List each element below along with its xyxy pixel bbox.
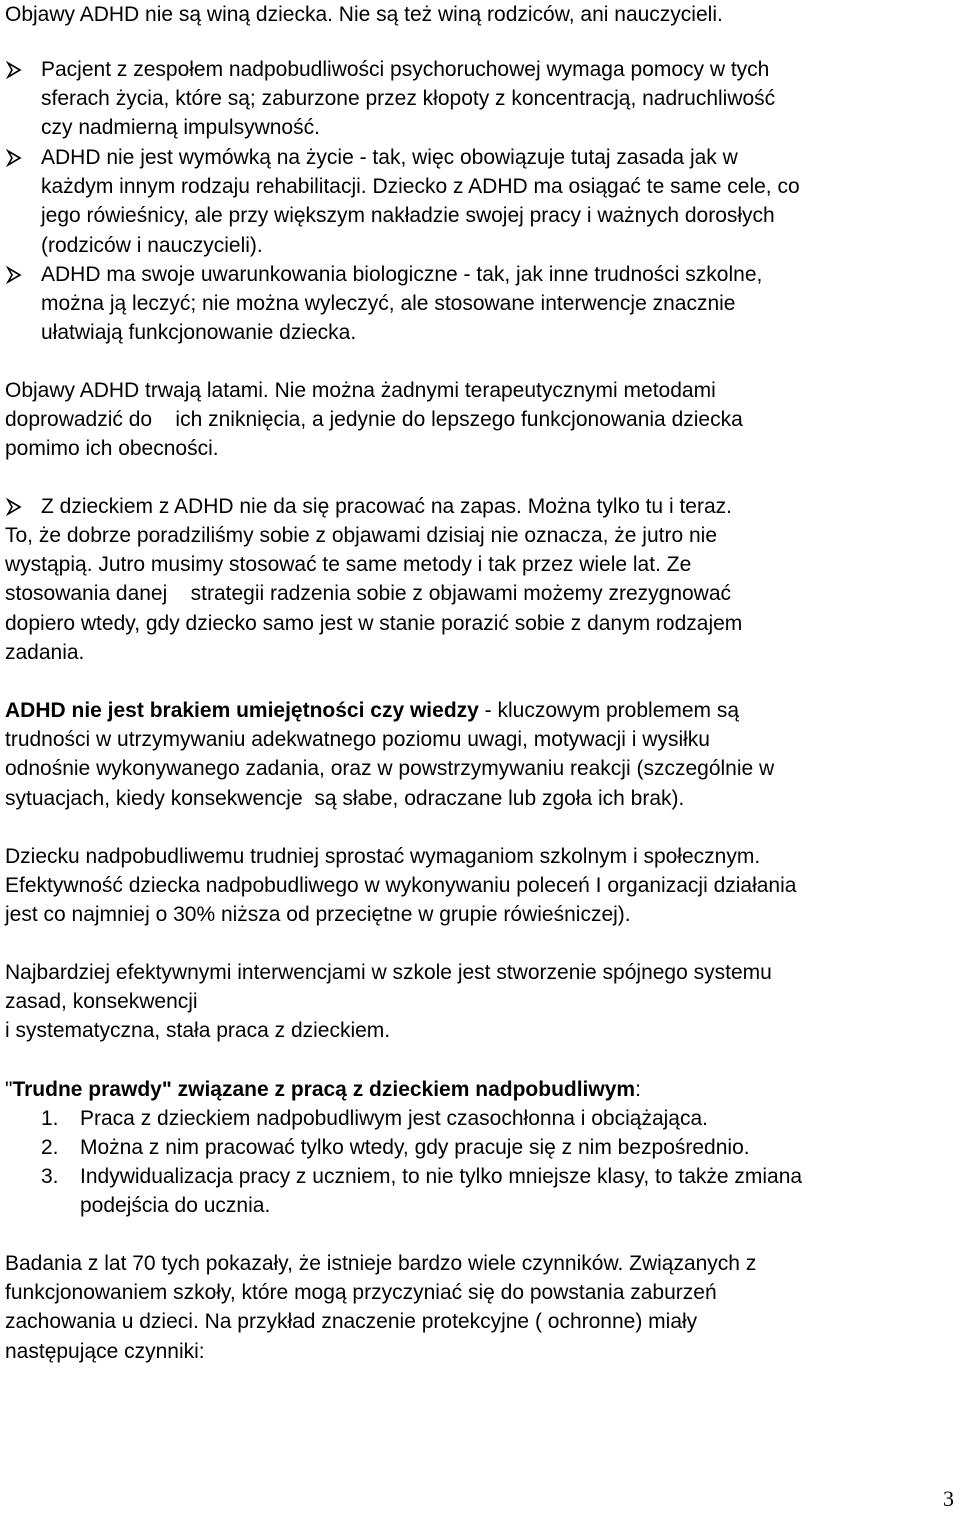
text-span: - kluczowym problemem są [478,699,740,722]
arrowhead-bullet-icon [5,143,29,172]
text-line: dopiero wtedy, gdy dziecko samo jest w stanie porazić sobie z danym rodzajem [5,611,743,635]
text-line: doprowadzić do ich zniknięcia, a jedynie do lepszego funkcjonowania dziecka [5,408,743,432]
bullet-line: jego rówieśnicy, ale przy większym nakładzie swojej pracy i ważnych dorosłych [41,204,775,228]
bullet-line: (rodziców i nauczycieli). [41,233,263,257]
text-line [5,696,960,725]
text-line: i systematyczna, stała praca z dzieckiem. [5,1019,391,1043]
text-line: zachowania u dzieci. Na przykład znaczenie protekcyjne ( ochronne) miały [5,1310,698,1334]
research-paragraph [5,1249,960,1366]
school-demands-paragraph [5,842,960,930]
text-line: trudności w utrzymywaniu adekwatnego poziomu uwagi, motywacji i wysiłku [5,728,710,752]
text-line: Najbardziej efektywnymi interwencjami w szkole jest stworzenie spójnego systemu [5,961,772,984]
arrowhead-bullet-icon [5,260,29,289]
page-number: 3 [943,1485,954,1511]
text-line: zadania. [5,640,85,664]
item-line: Praca z dzieckiem nadpobudliwym jest czasochłonna i obciążająca. [80,1107,708,1130]
bullet-line: ułatwiają funkcjonowanie dziecka. [41,321,357,345]
colon: : [635,1078,641,1101]
text-line: Objawy ADHD trwają latami. Nie można żadnymi terapeutycznymi metodami [5,379,716,402]
item-line: Można z nim pracować tylko wtedy, gdy pracuje się z nim bezpośrednio. [80,1136,750,1159]
bullet-line: można ją leczyć; nie można wyleczyć, ale stosowane interwencje znacznie [41,292,736,316]
text-line: sytuacjach, kiedy konsekwencje są słabe, odraczane lub zgoła ich brak). [5,786,685,810]
bullet-line: Z dzieckiem z ADHD nie da się pracować na zapas. Można tylko tu i teraz. [41,495,732,518]
arrowhead-bullet-icon [5,55,29,84]
text-line: pomimo ich obecności. [5,437,219,461]
bold-heading: Trudne prawdy" związane z pracą z dzieckiem nadpobudliwym [12,1078,636,1101]
bold-phrase: ADHD nie jest brakiem umiejętności czy wiedzy [5,699,479,722]
bullet-item [5,492,960,521]
item-number: 2. [41,1136,59,1159]
text-line: jest co najmniej o 30% niższa od przeciętne w grupie rówieśniczej). [5,903,631,927]
text-line: Efektywność dziecka nadpobudliwego w wykonywaniu poleceń I organizacji działania [5,874,797,898]
text-line: stosowania danej strategii radzenia sobie z objawami możemy zrezygnować [5,582,732,606]
numbered-item [5,1104,960,1133]
item-number: 3. [41,1165,59,1188]
item-line: podejścia do ucznia. [80,1194,271,1218]
item-line: Indywidualizacja pracy z uczniem, to nie tylko mniejsze klasy, to także zmiana [80,1165,803,1188]
text-line: zasad, konsekwencji [5,990,198,1014]
arrowhead-bullet-icon [5,492,29,521]
text-line: następujące czynniki: [5,1339,205,1363]
bullet-line: ADHD nie jest wymówką na życie - tak, więc obowiązuje tutaj zasada jak w [41,146,738,169]
bullet-line: Pacjent z zespołem nadpobudliwości psychoruchowej wymaga pomocy w tych [41,58,770,81]
truths-heading [5,1075,960,1104]
bullet-item [5,143,960,260]
interventions-paragraph [5,958,960,1046]
numbered-item [5,1133,960,1162]
bullet-line: czy nadmierną impulsywność. [41,116,320,140]
text-line: wystąpią. Jutro musimy stosować te same metody i tak przez wiele lat. Ze [5,553,692,577]
bullet-line: ADHD ma swoje uwarunkowania biologiczne - tak, jak inne trudności szkolne, [41,263,763,286]
bullet-line: każdym innym rodzaju rehabilitacji. Dziecko z ADHD ma osiągać te same cele, co [41,175,800,199]
bullet-item [5,260,960,348]
text-line: funkcjonowaniem szkoły, które mogą przyczyniać się do powstania zaburzeń [5,1281,717,1305]
adhd-definition-paragraph [5,696,960,813]
bullet-item [5,55,960,143]
item-number: 1. [41,1107,59,1130]
text-line: Badania z lat 70 tych pokazały, że istnieje bardzo wiele czynników. Związanych z [5,1252,757,1275]
text-line: odnośnie wykonywanego zadania, oraz w powstrzymywaniu reakcji (szczególnie w [5,757,775,781]
symptoms-paragraph [5,376,960,464]
numbered-item [5,1162,960,1220]
text-line: Dziecku nadpobudliwemu trudniej sprostać wymaganiom szkolnym i społecznym. [5,845,761,868]
bullet-line: sferach życia, które są; zaburzone przez kłopoty z koncentracją, nadruchliwość [41,87,776,111]
text-line: To, że dobrze poradziliśmy sobie z objawami dzisiaj nie oznacza, że jutro nie [5,524,718,547]
quote-mark: " [5,1078,13,1101]
strategy-paragraph [5,521,960,667]
intro-paragraph: Objawy ADHD nie są winą dziecka. Nie są też winą rodziców, ani nauczycieli. [5,3,723,26]
